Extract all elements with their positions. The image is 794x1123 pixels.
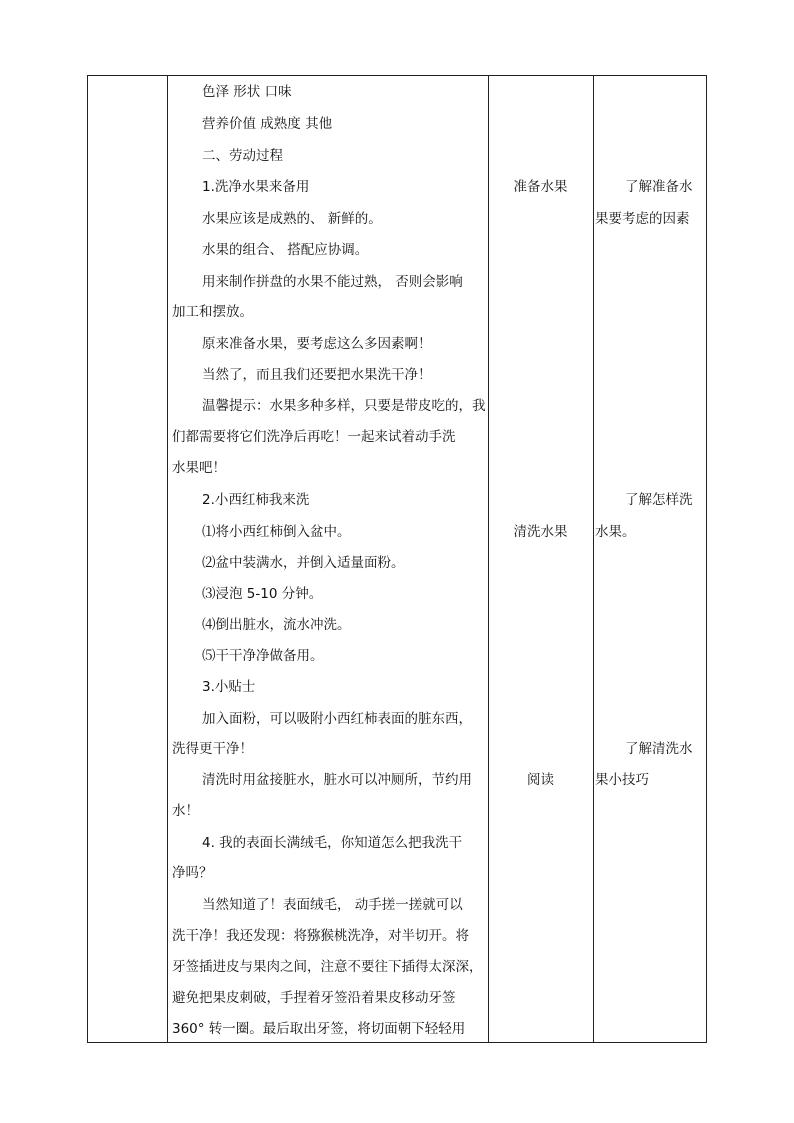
text-line: 水果吧！ xyxy=(172,460,226,476)
lesson-table xyxy=(87,75,707,1043)
intent-line: 了解怎样洗 xyxy=(625,492,693,508)
activity-label: 清洗水果 xyxy=(513,524,568,540)
text-line: 加工和摆放。 xyxy=(172,304,253,320)
text-line: 清洗时用盆接脏水，脏水可以冲厕所，节约用 xyxy=(202,772,472,788)
intent-line: 了解准备水 xyxy=(625,179,693,195)
column-divider xyxy=(167,76,168,1042)
intent-line: 水果。 xyxy=(595,524,636,540)
text-line: 色泽 形状 口味 xyxy=(202,84,292,100)
intent-line: 了解清洗水 xyxy=(625,741,693,757)
text-line: 4. 我的表面长满绒毛，你知道怎么把我洗干 xyxy=(202,835,463,851)
text-line: ⑸干干净净做备用。 xyxy=(202,648,324,664)
text-line: 2.小西红柿我来洗 xyxy=(202,492,310,508)
activity-label: 阅读 xyxy=(527,772,554,788)
text-line: 原来准备水果，要考虑这么多因素啊！ xyxy=(202,336,432,352)
text-line: 3.小贴士 xyxy=(202,679,256,695)
text-line: 温馨提示：水果多种多样，只要是带皮吃的，我 xyxy=(202,398,486,414)
text-line: 营养价值 成熟度 其他 xyxy=(202,116,333,132)
text-line: ⑶浸泡 5-10 分钟。 xyxy=(202,586,323,602)
text-line: 水！ xyxy=(172,803,199,819)
text-line: 1.洗净水果来备用 xyxy=(202,179,310,195)
text-line: 当然知道了！表面绒毛， 动手搓一搓就可以 xyxy=(202,897,463,913)
text-line: 洗得更干净！ xyxy=(172,741,253,757)
text-line: 加入面粉，可以吸附小西红柿表面的脏东西， xyxy=(202,711,472,727)
column-divider xyxy=(488,76,489,1042)
text-line: 用来制作拼盘的水果不能过熟， 否则会影响 xyxy=(202,274,463,290)
text-line: ⑷倒出脏水，流水冲洗。 xyxy=(202,617,351,633)
intent-line: 果要考虑的因素 xyxy=(595,211,690,227)
text-line: 当然了，而且我们还要把水果洗干净！ xyxy=(202,367,432,383)
text-line: 水果应该是成熟的、 新鲜的。 xyxy=(202,211,382,227)
text-line: 360° 转一圈。最后取出牙签，将切面朝下轻轻用 xyxy=(172,1021,466,1037)
text-line: 二、劳动过程 xyxy=(202,148,283,164)
text-line: 净吗？ xyxy=(172,865,213,881)
activity-label: 准备水果 xyxy=(513,179,568,195)
text-line: 牙签插进皮与果肉之间，注意不要往下插得太深深， xyxy=(172,959,483,975)
text-line: ⑴将小西红柿倒入盆中。 xyxy=(202,524,351,540)
text-line: 洗干净！我还发现：将猕猴桃洗净，对半切开。将 xyxy=(172,928,469,944)
text-line: 避免把果皮刺破，手捏着牙签沿着果皮移动牙签 xyxy=(172,990,456,1006)
text-line: 们都需要将它们洗净后再吃！一起来试着动手洗 xyxy=(172,429,456,445)
intent-line: 果小技巧 xyxy=(595,772,649,788)
text-line: 水果的组合、 搭配应协调。 xyxy=(202,242,369,258)
column-divider xyxy=(593,76,594,1042)
text-line: ⑵盆中装满水，并倒入适量面粉。 xyxy=(202,555,405,571)
